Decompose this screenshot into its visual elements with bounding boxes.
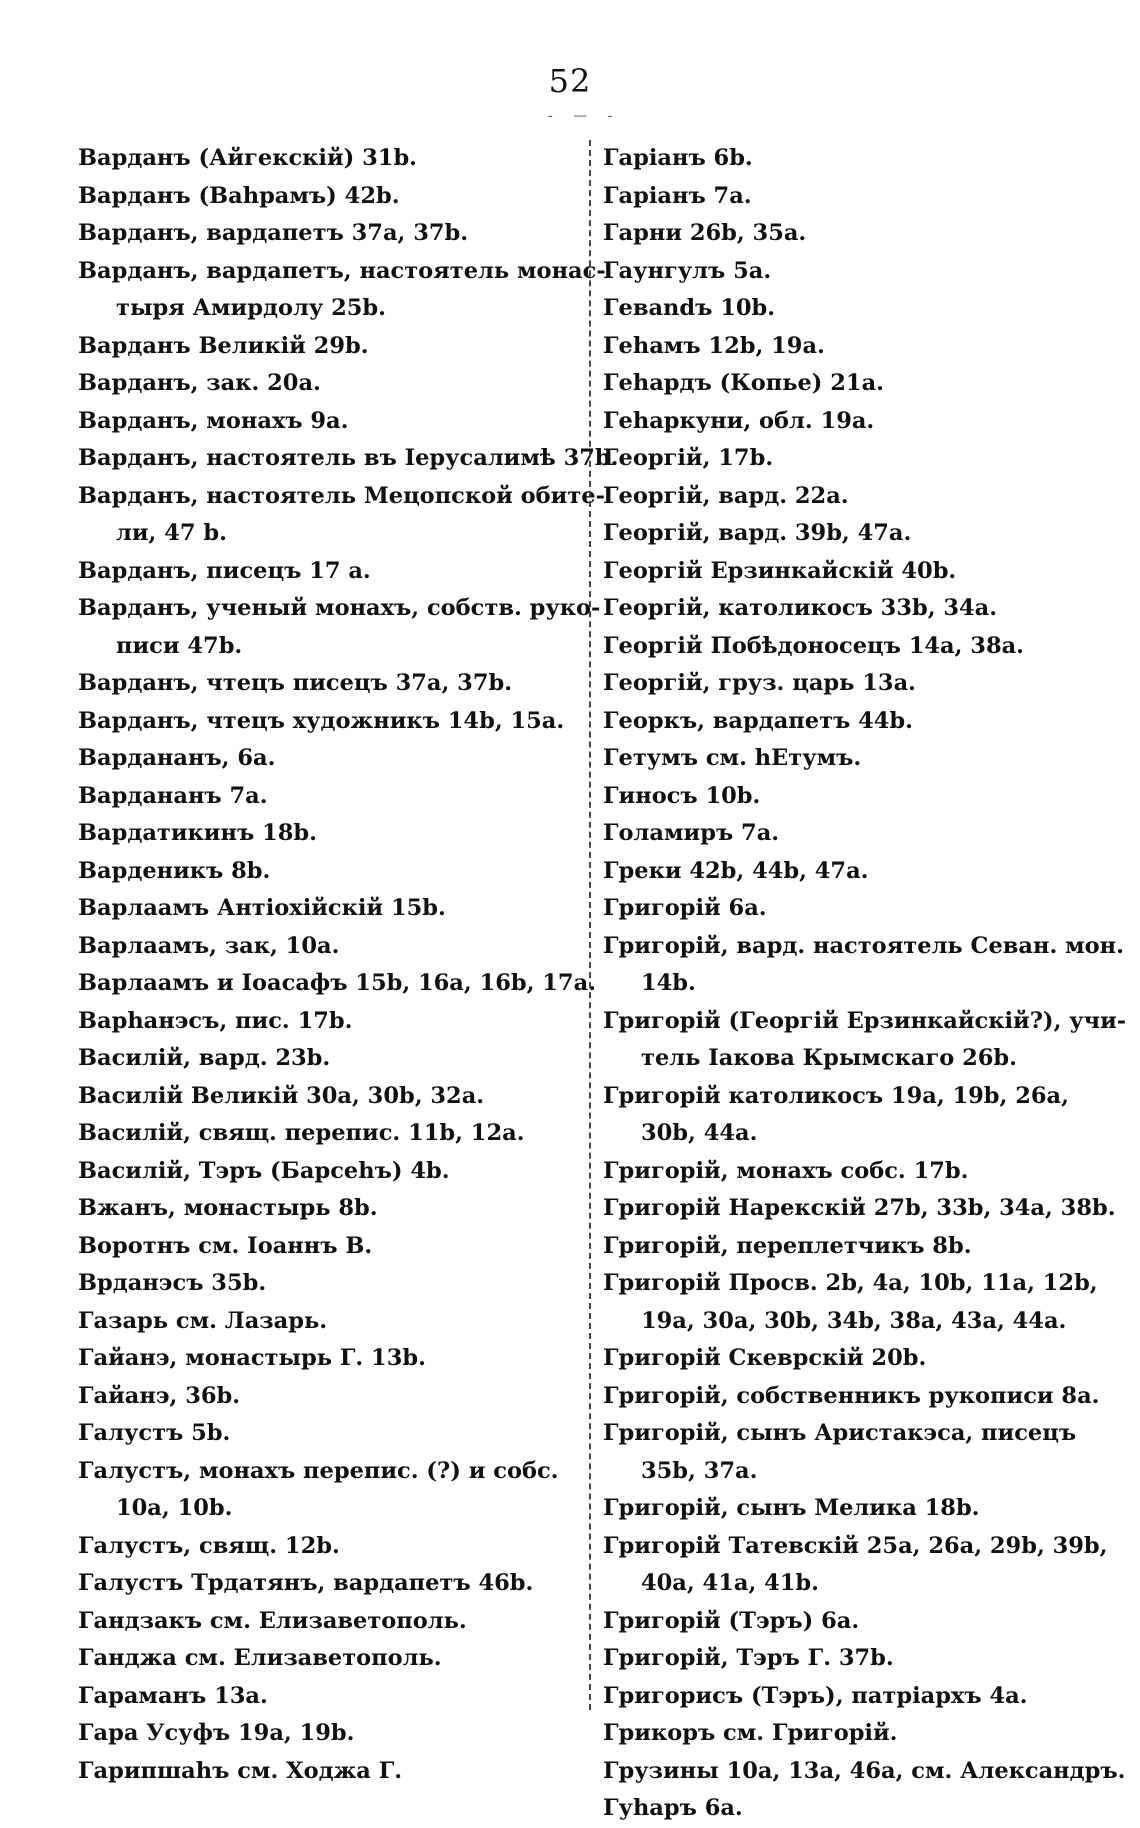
index-entry: Варданъ, монахъ 9a.	[78, 407, 349, 434]
index-entry: Вардатикинъ 18b.	[78, 820, 317, 846]
left-index-column	[78, 140, 619, 1790]
index-entry: Георгій Побѣдоносецъ 14a, 38a.	[603, 632, 1025, 659]
index-entry: Гетумъ см. hЕтумъ.	[603, 745, 862, 771]
index-entry: Григорій 6a.	[603, 895, 767, 921]
index-entry: Варданъ, ученый монахъ, собств. руко-	[78, 595, 601, 621]
index-entry: Греки 42b, 44b, 47a.	[603, 857, 869, 884]
index-entry: Варданъ, настоятель въ Іерусалимѣ 37b.	[78, 445, 619, 471]
index-entry-continuation: ли, 47 b.	[116, 520, 227, 546]
index-entry-continuation: 19a, 30a, 30b, 34b, 38a, 43a, 44a.	[641, 1307, 1067, 1334]
index-entry: Геһаркуни, обл. 19a.	[603, 407, 875, 434]
index-entry: Василій, Тэръ (Барсеһъ) 4b.	[78, 1157, 450, 1184]
index-entry: Гиносъ 10b.	[603, 782, 761, 809]
index-entry: Григорій Нарекскій 27b, 33b, 34a, 38b.	[603, 1195, 1116, 1221]
index-entry: Георгій, 17b.	[603, 445, 774, 471]
index-entry: Варлаамъ и Іоасафъ 15b, 16a, 16b, 17a.	[78, 970, 596, 996]
index-entry: Варданъ, вардапетъ, настоятель монас-	[78, 257, 606, 284]
index-entry: Врданэсъ 35b.	[78, 1270, 267, 1296]
index-entry: Григорій Просв. 2b, 4a, 10b, 11a, 12b,	[603, 1270, 1098, 1296]
index-entry-continuation: 35b, 37a.	[641, 1457, 758, 1484]
index-entry: Георгій, католикосъ 33b, 34a.	[603, 595, 998, 621]
column-divider	[589, 140, 591, 1710]
index-entry: Василій Великій 30a, 30b, 32a.	[78, 1082, 485, 1109]
index-entry: Варданъ, чтецъ писецъ 37a, 37b.	[78, 670, 513, 696]
index-entry: Грикоръ см. Григорій.	[603, 1720, 898, 1746]
index-entry: Гандзакъ см. Елизаветополь.	[78, 1607, 467, 1634]
index-entry: Геһардъ (Копье) 21a.	[603, 370, 884, 396]
index-entry: Георгій, груз. царь 13a.	[603, 670, 916, 696]
index-entry: Георкъ, вардапетъ 44b.	[603, 707, 913, 734]
index-entry: Георгій Ерзинкайскій 40b.	[603, 557, 957, 584]
index-entry: Геваndъ 10b.	[603, 295, 776, 321]
index-entry: Ганджа см. Елизаветополь.	[78, 1645, 442, 1671]
index-entry: Варлаамъ Антіохійскій 15b.	[78, 895, 446, 921]
index-entry: Варданъ Великій 29b.	[78, 332, 369, 359]
index-entry: Григорій, вард. настоятель Севан. мон.	[603, 932, 1124, 959]
page-number-underline: - — -	[548, 108, 621, 124]
index-entry: Григорій, монахъ собс. 17b.	[603, 1157, 969, 1184]
index-entry: Воротнъ см. Іоаннъ В.	[78, 1232, 373, 1259]
index-entry: Григорій Татевскій 25a, 26a, 29b, 39b,	[603, 1532, 1108, 1559]
index-entry: Георгій, вард. 39b, 47a.	[603, 520, 912, 546]
index-entry: Гайанэ, 36b.	[78, 1382, 241, 1409]
index-entry: Варданъ, писецъ 17 a.	[78, 557, 371, 584]
index-entry: Григорій, сынъ Аристакэса, писецъ	[603, 1420, 1077, 1446]
index-entry: Галустъ, свящ. 12b.	[78, 1532, 340, 1559]
index-entry: Григорій (Георгій Ерзинкайскій?), учи-	[603, 1007, 1127, 1034]
index-entry-continuation: тыря Амирдолу 25b.	[116, 295, 386, 321]
index-entry: Гарни 26b, 35a.	[603, 220, 807, 246]
index-entry: Григорій, переплетчикъ 8b.	[603, 1232, 972, 1259]
index-entry: Вжанъ, монастырь 8b.	[78, 1195, 378, 1221]
index-entry: Гара Усуфъ 19a, 19b.	[78, 1720, 355, 1746]
page-number: 52	[548, 62, 592, 100]
index-entry: Варданaнъ 7a.	[78, 782, 268, 809]
index-entry: Варденикъ 8b.	[78, 857, 271, 884]
index-entry: Варданъ, настоятель Мецопской обите-	[78, 482, 605, 509]
index-entry: Грузины 10a, 13a, 46a, см. Александръ.	[603, 1757, 1126, 1784]
index-entry: Григорисъ (Тэръ), патріархъ 4a.	[603, 1682, 1028, 1709]
index-entry: Георгій, вард. 22a.	[603, 482, 849, 509]
index-entry-continuation: тель Іакова Крымскаго 26b.	[641, 1045, 1017, 1071]
index-entry: Гуһаръ 6a.	[603, 1795, 743, 1821]
index-entry: Гаріанъ 6b.	[603, 145, 753, 171]
index-entry-continuation: писи 47b.	[116, 632, 243, 659]
index-entry: Варданaнъ, 6a.	[78, 745, 276, 771]
index-entry: Геһамъ 12b, 19a.	[603, 332, 825, 359]
index-entry: Гаріанъ 7a.	[603, 182, 752, 209]
index-entry: Гаунгулъ 5a.	[603, 257, 772, 284]
index-entry: Василій, свящ. перепис. 11b, 12a.	[78, 1120, 525, 1146]
index-entry: Григорій католикосъ 19a, 19b, 26a,	[603, 1082, 1069, 1109]
index-entry-continuation: 30b, 44a.	[641, 1120, 758, 1146]
index-entry: Галустъ Трдатянъ, вардапетъ 46b.	[78, 1570, 534, 1596]
index-entry: Григорій, Тэръ Г. 37b.	[603, 1645, 894, 1671]
index-entry: Варлаамъ, зак, 10a.	[78, 932, 340, 959]
index-entry: Варhанэсъ, пис. 17b.	[78, 1007, 353, 1034]
index-entry: Варданъ, зак. 20a.	[78, 370, 321, 396]
index-entry: Григорій (Тэръ) 6a.	[603, 1607, 860, 1634]
index-entry: Гараманъ 13a.	[78, 1682, 268, 1709]
index-entry-continuation: 40a, 41a, 41b.	[641, 1570, 819, 1596]
index-entry: Варданъ, чтецъ художникъ 14b, 15a.	[78, 707, 565, 734]
index-entry: Голамиръ 7a.	[603, 820, 780, 846]
index-entry-continuation: 10a, 10b.	[116, 1495, 233, 1521]
index-entry: Газарь см. Лазарь.	[78, 1307, 328, 1334]
index-entry: Григорій, собственникъ рукописи 8a.	[603, 1382, 1100, 1409]
index-entry: Василій, вард. 23b.	[78, 1045, 331, 1071]
index-entry: Галустъ 5b.	[78, 1420, 231, 1446]
right-index-column	[603, 140, 1127, 1828]
index-entry: Варданъ (Айгекскій) 31b.	[78, 145, 418, 171]
index-entry: Григорій Скеврскій 20b.	[603, 1345, 927, 1371]
index-entry: Гайанэ, монастырь Г. 13b.	[78, 1345, 426, 1371]
index-entry: Варданъ, вардапетъ 37a, 37b.	[78, 220, 469, 246]
index-entry: Галустъ, монахъ перепис. (?) и собс.	[78, 1457, 559, 1484]
index-entry-continuation: 14b.	[641, 970, 696, 996]
index-entry: Гарипшаhъ см. Ходжа Г.	[78, 1757, 403, 1784]
index-entry: Григорій, сынъ Мелика 18b.	[603, 1495, 980, 1521]
index-entry: Варданъ (Ваhрамъ) 42b.	[78, 182, 400, 209]
